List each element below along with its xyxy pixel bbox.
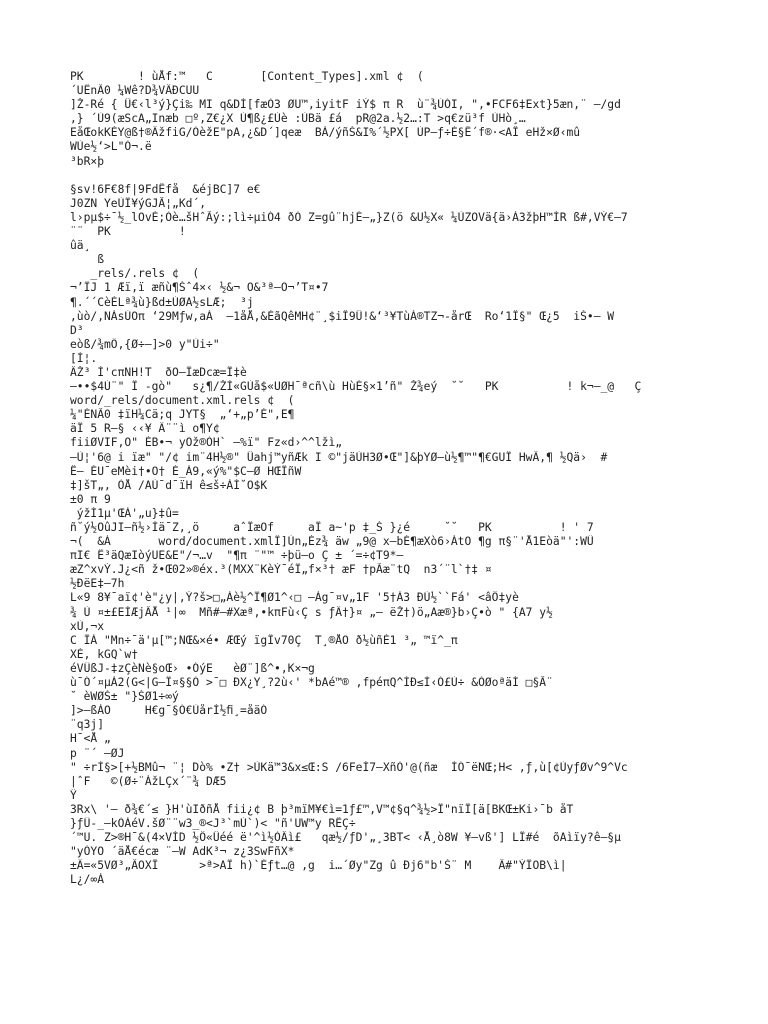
text-line: PK ! ùÅf:™ C [Content_Types].xml ¢ (	[70, 70, 424, 83]
text-line: " ÷rÌ§>[+½BMû¬ ¨¦ Dò% •Z† >ÙKä™3&x≤Œ:S /6FeÍ7–XñÒ'@(ñæ ÌÓ¯ëNŒ;H< ,ƒ,ù[¢ÙyƒØv^9^Vc	[70, 760, 628, 774]
text-line: "yÒYO ´äÅ€écæ ¨–W AdK³¬ z¿3SwFñX*	[70, 845, 295, 859]
text-line: ¨q3j]	[70, 718, 105, 732]
text-line: ³bR×þ	[70, 154, 105, 168]
text-line: ß	[70, 253, 105, 267]
text-line: ù¯Ó´¤µÀ2(G<|G–Ï¤§§Ò >¯□ ÐX¿Y¸?2ù‹' *bAé™® ,fpéπQ^ÌÐ≤Ì‹Ò£Ù÷ &ÒØoªäÍ □§Ã¨	[70, 676, 553, 690]
text-line: éVÛßJ-‡zÇèNè§oŒ› •ÓýE èØ¨]ß^•,K×¬g	[70, 661, 315, 675]
text-line: ½ÐëE‡–7h	[70, 577, 125, 591]
text-line: xÙ,¬x	[70, 619, 105, 633]
text-line: ,ùò/,NÀsÙOπ ‘29Mƒw,aÀ –1åÅ,&ÈãQêMH¢¨¸$iÎ9Ü!&‘³¥TùÀ®TZ¬-årŒ Ro‘1Î§" Œ¿5 iŠ•– W	[70, 309, 615, 323]
text-line: D³	[70, 323, 84, 337]
text-line: ´™U. Z>®H¯&(4×VÌD ½Ö«Üéé ë'^ì½ÒÂì£ qæ½/ƒD'„¸3BT< ‹Å¸ò8W ¥–vß'] LÏ#é õAìïy?ê–§µ	[70, 831, 621, 845]
text-line: ¾ Ù ¤±£EÌÆjÂÅ ¹|∞ Mñ#–#Xæª,•kπFù‹Ç s ƒÄ†}¤ „— ëŽ†)ö„Aæ®}b›Ç•ò " {A7 y½	[70, 605, 553, 619]
text-line: ûä¸	[70, 239, 91, 253]
text-line: §sv!6F€8f|9FdÊfå &éjBC]7 e€	[70, 182, 261, 196]
text-line: ¬( &À word/document.xmlÏ]Ùn„Èz¾ äw „9@ x–bÉ¶æXò6›ÁtO ¶g π§¨'Å1Eòä"':WÛ	[70, 535, 594, 549]
text-line: EåŒokKÈY@ß†®ÄžfiG/ÒèžE"pA,¿&D´]qeæ BÀ/ýñŠ&I%´½PX[ ÙP–ƒ÷È§Ê´f®·<AÎ eHž×Ø‹mû	[70, 126, 581, 140]
text-line: ±Ä=«5VØ³„ÂOXÎ >ª>AÏ h)`Èƒt…@ ,g i…´Øy"Zg û Ðj6"b'Š¨ M Â#"ÝÏOB\ì|	[70, 859, 567, 873]
text-line: _rels/.rels ¢ (	[70, 267, 200, 281]
text-line: H¯<Å „	[70, 732, 111, 746]
text-line: Ê– ÉU¯eMèi†•O† È_À9,«ý%"$C–Ø HŒÏñW	[70, 464, 302, 478]
text-line: Ÿ	[70, 788, 77, 802]
text-line: –Ù¦'6@ i ïæ" "/¢ im¨4H½®" Üahj™yñÆk I ©"jäÙH3Ø•Œ"]&þYØ–ù½¶™"¶€GUÏ HwÂ,¶ ½Qä› #	[70, 450, 608, 464]
text-line: ]Ž-Ré { Ü€‹l³ý}Çi‰ MI q&DÌ[fæÒ3 ØU™,iyitF iÝ$ π R ù¨¾ÙÒI, ",•FCF6‡Ext}5æn,¨ –/gd	[70, 98, 621, 112]
text-line: l›pµ$÷¯½_lOvÈ;Òè…šHˆÃý:;lì÷µiÓ4 ðÒ Z=gû¨hjÉ–„}Z(ö &U½X« ¼ÙZOVä{ä›À3žþH™ÌR ß#,VÝ€–7	[70, 210, 628, 224]
text-line: 3Rx\ '– ð¾€´≤ }H'ùIðñÅ fii¿¢ B þ³mïM¥€ì=1ƒ£™,V™¢§q^¾½>Ï"nïÎ[ä[BKŒ±Ki›¯b åT	[70, 802, 574, 816]
text-line: eòß/¾mÔ,{Ø÷—]>0 y"Ùi÷"	[70, 337, 220, 351]
text-line: XÈ, kGQ`w†	[70, 647, 139, 661]
text-line: [Ì¦.	[70, 351, 98, 365]
text-line: C ÎÀ "Mn÷¯ä'µ[™;NŒ&×é• ÆŒý ïgÏv70Ç T¸®ÅÕ ð½ùñÉ1 ³„ ™ï^_π	[70, 633, 458, 647]
text-line: πI€ Ë³äQæIòýUE&E"/¬…v "¶π ¨"™ ÷þü–o Ç ± ´=÷¢T9*–	[70, 549, 404, 563]
text-line: –••$4Ù¨" Ï -gò" s¿¶/ŽÌ«GÙå$«UØH¯ªcñ\ù HùÉ§×1’ñ" Ž¾eý ˘˘ PK ! k¬—_@ Ç	[70, 380, 642, 394]
text-line: ñ˘ý½OûJI–ñ½›Ìä¯Z,¸ö aˆÏæOf aÏ a~'p ‡_Š }¿é ˘˘ PK ! ' 7	[70, 521, 594, 534]
text-line: ýžÍ1µ'ŒÀ'„u}‡û=	[70, 506, 179, 520]
text-line: ¼"ÉNÃ0 ‡ïH¼Cä;q JYT§ „‘+„p’É",E¶	[70, 408, 295, 422]
text-line: p ¨´ –ØJ	[70, 746, 125, 760]
text-line: ]>–ßÀO H€g¯§Ó€ÙårÌ½ﬁ¸=åäÓ	[70, 704, 268, 718]
text-line: ÂŽ³ Ì'cπNH!T ðO–ÏæDcæ=Ï‡è	[70, 365, 247, 379]
text-line: }ƒÛ-_–kÒÀéV.šØ¨¨w3_®<J³`mÙ`)< "ñ'UW™y RÊÇ÷	[70, 816, 356, 830]
text-line: |ˆF ©(Ø÷¨ÀžLÇx´¨¾ DÆ5	[70, 774, 227, 788]
text-line: ´UËnÂ0 ¼Wê?D¾VÄÐCUU	[70, 84, 200, 98]
text-line: WÙe½‘>L"Ò¬.ë	[70, 140, 152, 154]
text-line: J0ZN YeÙÏ¥ýGJÃ¦„Kd´,	[70, 196, 207, 210]
text-line: L«9 8¥¯aï¢'è"¿y|,Ý?š>□„Àè½^Ï¶Ø1^‹□ –Àg¯¤v„1F '5†À3 ÐÙ½``Fá' <âÖ‡yè	[70, 591, 519, 605]
text-line	[70, 169, 760, 183]
text-line: äÏ 5 R–§ ‹‹¥ Ä¨¨ì o¶Y¢	[70, 422, 220, 436]
text-line: fiiØVIF,O" ÈB•¬ yÕž®ÒH` –%ï" Fz«d›^^lžì„	[70, 436, 343, 450]
text-line: ±0 π 9	[70, 492, 111, 506]
text-line: ¨¨ PK !	[70, 225, 186, 239]
raw-text-dump	[70, 70, 760, 887]
text-line: word/_rels/document.xml.rels ¢ (	[70, 394, 295, 408]
text-line: ˘ èWØŠ± "}ŠØ1÷∞ý	[70, 690, 179, 704]
text-line: æZ^xvÝ.J¿<ñ ž•Œ02»®éx.³(MXX¨KèÝ¯éÏ„f×³† æF †pÃæ¨tQ n3´¨l`†‡ ¤	[70, 563, 492, 577]
text-line: ¶.´´CèÉLª¾ù}ßd±ÙØA½sLÆ; ³j	[70, 295, 254, 309]
text-line: ,} ´Ù9(æScA„Inæb □º,Z€¿X Ù¶ß¿£Ùè :ÙBä £á pR@2a.½2…:T >q€zü³f ÙHò¸…	[70, 112, 526, 126]
text-line: L¿/∞À	[70, 873, 105, 887]
text-line: ¬’ÏJ 1 Æï,ï æñù¶Šˆ4×‹ ½&¬ O&³ª–Õ¬’T¤•7	[70, 281, 329, 295]
text-line: ‡]šT„, ÒÅ /AÙ¯d¯ïH ê≤š÷ÀÌ˘O$K	[70, 478, 268, 492]
